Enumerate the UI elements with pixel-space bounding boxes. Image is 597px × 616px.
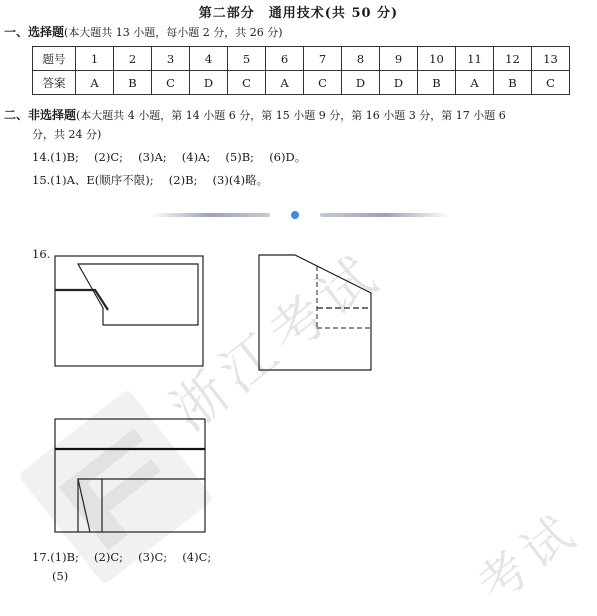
table-cell: 5	[228, 47, 266, 71]
table-cell: 6	[266, 47, 304, 71]
watermark-text: 浙江考试	[159, 240, 394, 443]
table-cell: A	[456, 71, 494, 95]
table-cell: B	[494, 71, 532, 95]
table-cell: 2	[114, 47, 152, 71]
table-cell: 4	[190, 47, 228, 71]
section1-note: (本大题共 13 小题，每小题 2 分，共 26 分)	[64, 26, 283, 39]
table-cell: 11	[456, 47, 494, 71]
answer-q14: 14.(1)B; (2)C; (3)A; (4)A; (5)B; (6)D。	[32, 150, 307, 164]
row-label-number: 题号	[33, 47, 76, 71]
section2-heading-line	[4, 106, 506, 123]
q16-label: 16.	[32, 247, 51, 261]
table-cell: 7	[304, 47, 342, 71]
answer-q17: 17.(1)B; (2)C; (3)C; (4)C;	[32, 550, 212, 564]
table-cell: 10	[418, 47, 456, 71]
table-cell: 8	[342, 47, 380, 71]
answer-table	[32, 46, 570, 95]
table-cell: B	[114, 71, 152, 95]
watermark-text-2: 考试	[467, 501, 591, 615]
row-label-answer: 答案	[33, 71, 76, 95]
separator-dot	[291, 211, 299, 219]
section1-heading: 一、选择题	[4, 25, 65, 39]
table-row-numbers	[33, 47, 570, 71]
table-cell: A	[266, 71, 304, 95]
table-cell: 13	[532, 47, 570, 71]
section1-heading-line	[4, 23, 283, 40]
section2-note-2: 分，共 24 分)	[32, 128, 102, 141]
page-title: 第二部分 通用技术(共 50 分)	[198, 6, 399, 21]
table-cell: D	[190, 71, 228, 95]
side-view-drawing	[255, 250, 375, 375]
table-cell: 1	[76, 47, 114, 71]
table-cell: B	[418, 71, 456, 95]
table-cell: 12	[494, 47, 532, 71]
separator-right	[320, 213, 450, 217]
table-cell: 9	[380, 47, 418, 71]
section2-heading: 二、非选择题	[4, 108, 77, 122]
section2-note-2-wrap	[32, 126, 101, 142]
table-cell: D	[380, 71, 418, 95]
answer-q17-5: (5)	[52, 569, 69, 583]
table-cell: C	[152, 71, 190, 95]
answer-q15: 15.(1)A、E(顺序不限); (2)B; (3)(4)略。	[32, 173, 269, 187]
table-cell: C	[304, 71, 342, 95]
front-view-drawing	[50, 250, 210, 370]
table-cell: D	[342, 71, 380, 95]
top-view-drawing	[50, 412, 215, 537]
table-cell: C	[532, 71, 570, 95]
section2-note-1: (本大题共 4 小题，第 14 小题 6 分，第 15 小题 9 分，第 16 小题 3 分，第 17 小题 6	[76, 109, 506, 122]
separator-left	[150, 213, 270, 217]
table-row-answers	[33, 71, 570, 95]
table-cell: A	[76, 71, 114, 95]
table-cell: C	[228, 71, 266, 95]
table-cell: 3	[152, 47, 190, 71]
